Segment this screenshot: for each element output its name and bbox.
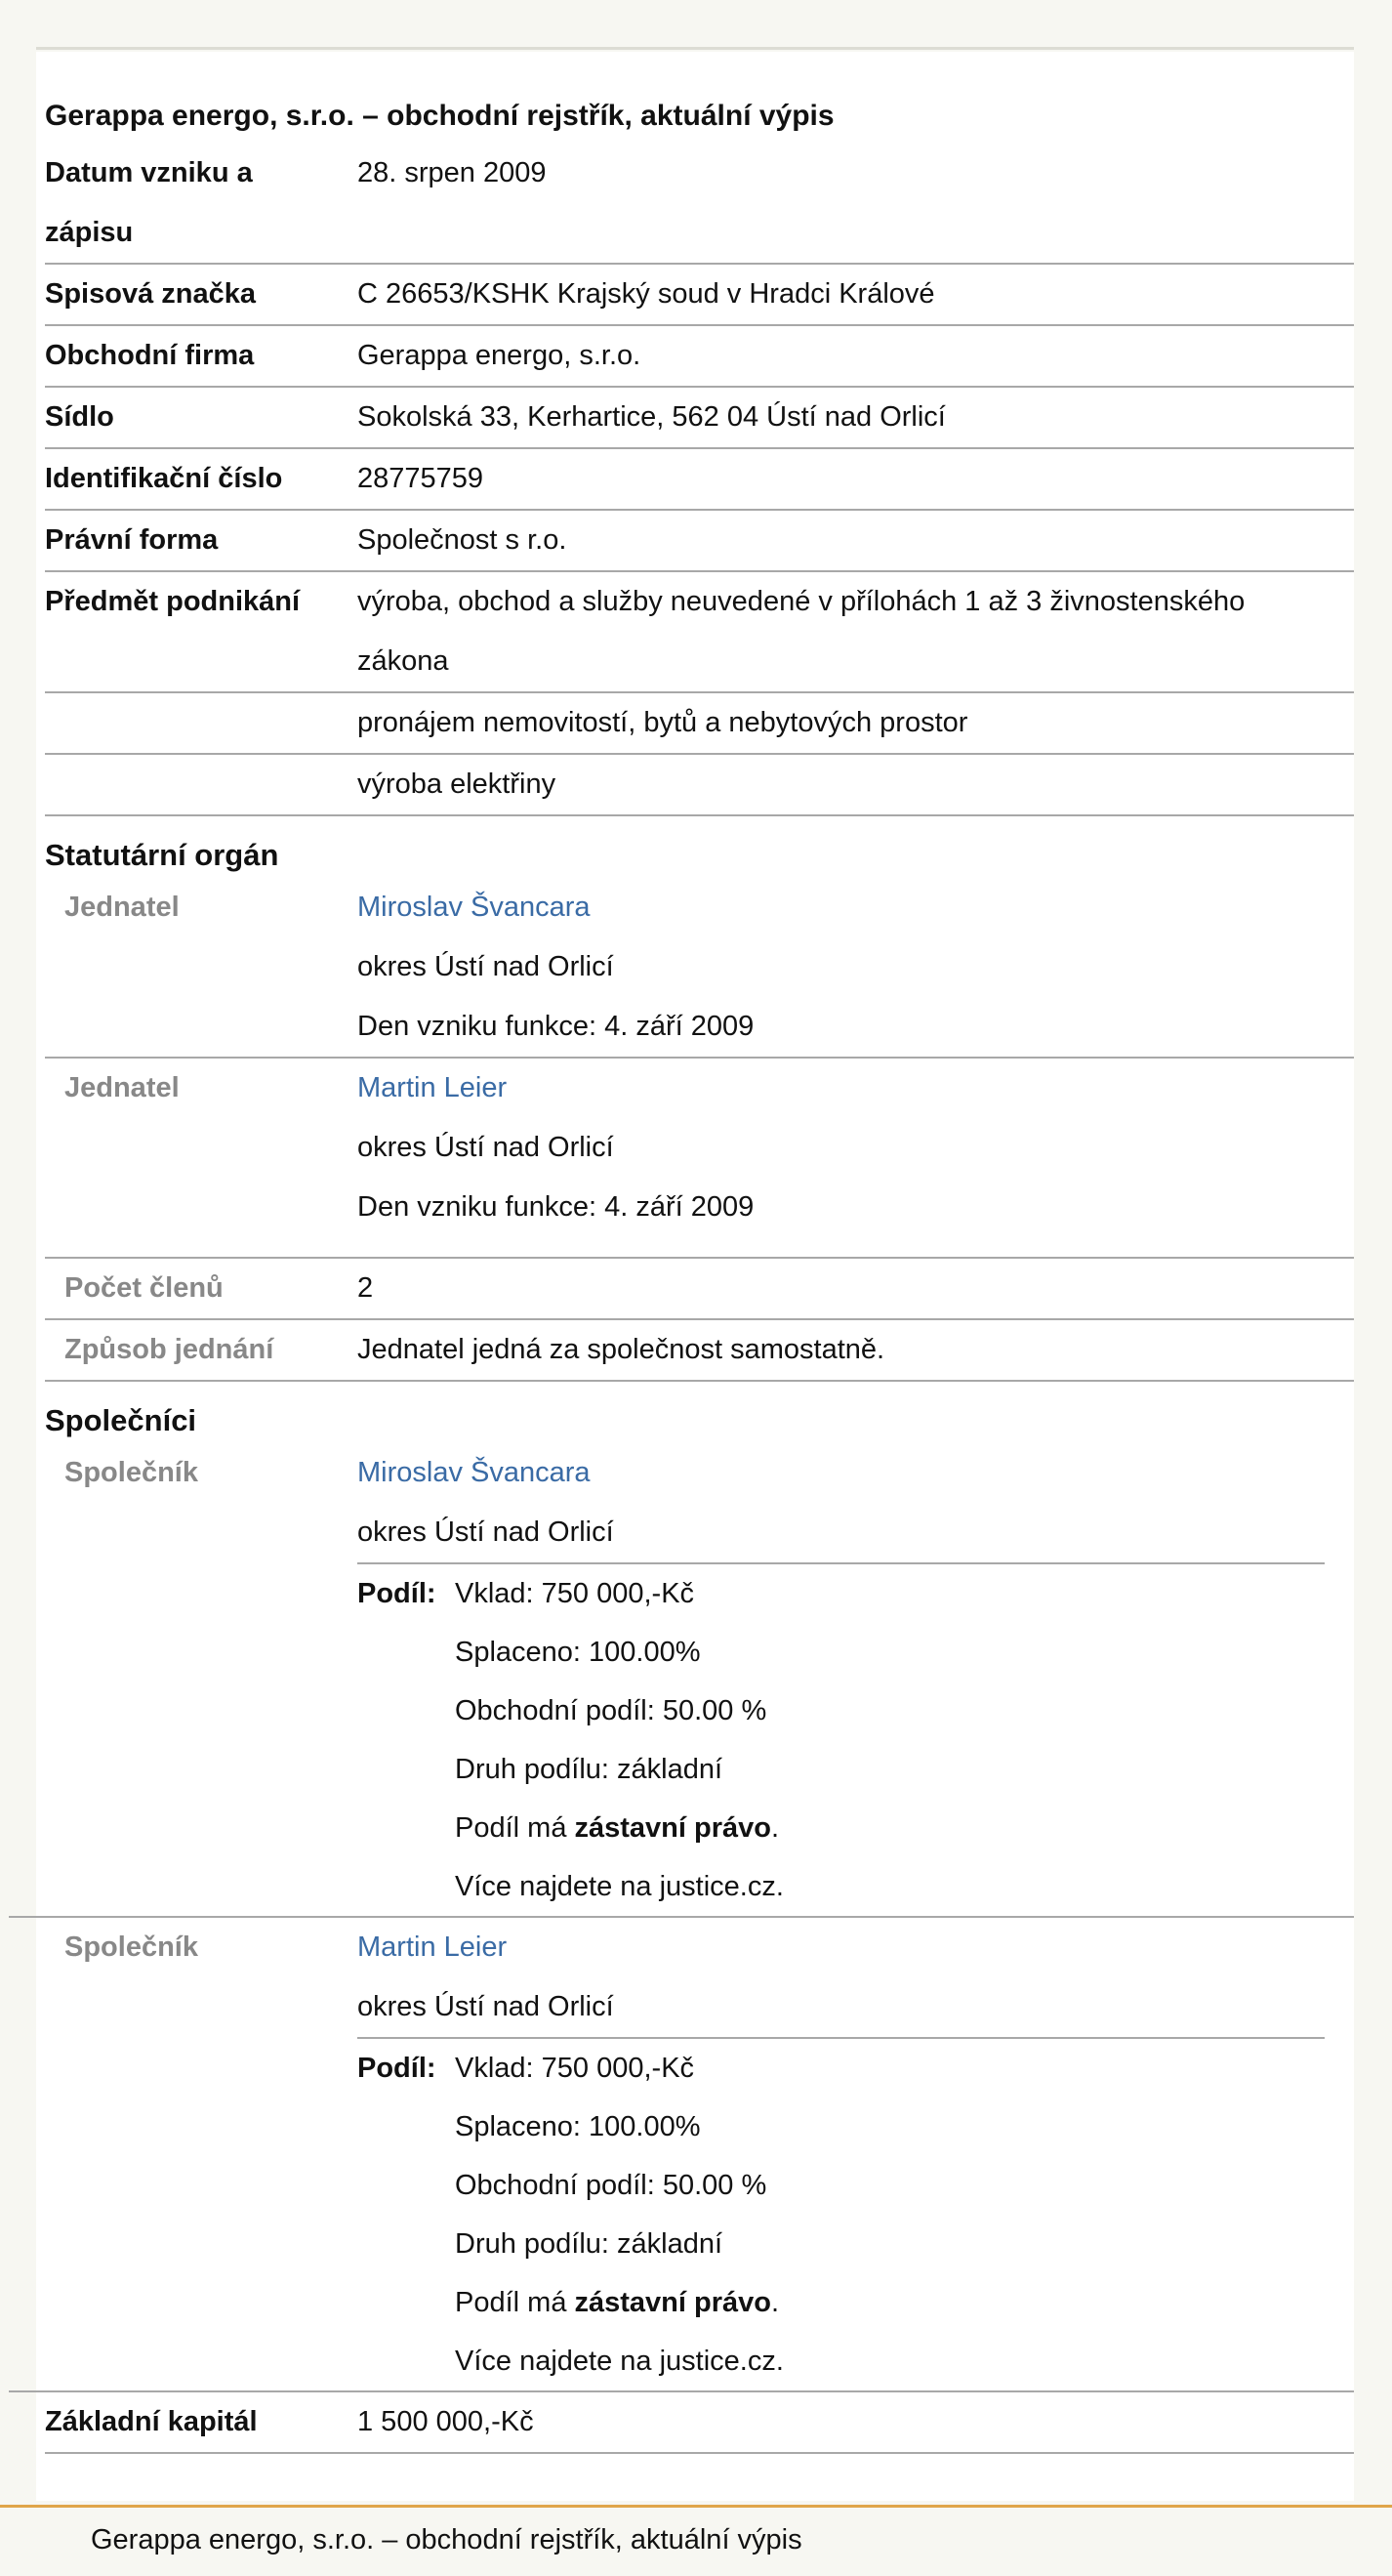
label-obchodni-firma: Obchodní firma (45, 340, 255, 371)
splaceno-text: Splaceno: 100.00% (455, 2111, 701, 2142)
label-spolecnik: Společník (64, 1932, 198, 1963)
more-info-text: Více najdete na justice.cz. (455, 2346, 784, 2377)
value-predmet-3: výroba elektřiny (357, 769, 556, 800)
value-jednatel-1 (357, 878, 1354, 1057)
zastava-suffix: . (770, 2287, 780, 2318)
row-zakladni-kapital (45, 2392, 1354, 2454)
row-jednatel-2 (45, 1059, 1354, 1259)
more-info-text: Více najdete na justice.cz. (455, 1871, 784, 1902)
podil-details (455, 2039, 1325, 2390)
value-predmet-2: pronájem nemovitostí, bytů a nebytových prostor (357, 707, 968, 738)
row-sidlo (45, 388, 1354, 449)
row-datum-vzniku (45, 144, 1354, 265)
label-pocet-clenu: Počet členů (64, 1272, 224, 1304)
label-pravni-forma: Právní forma (45, 524, 219, 556)
label-jednatel: Jednatel (64, 1072, 180, 1103)
zastavni-pravo-text (455, 1799, 1325, 1857)
label-empty (45, 755, 357, 814)
splaceno-text: Splaceno: 100.00% (455, 1637, 701, 1668)
label-sidlo: Sídlo (45, 401, 114, 433)
value-obchodni-firma: Gerappa energo, s.r.o. (357, 340, 641, 371)
podil-block (357, 1562, 1325, 1916)
footer-title: Gerappa energo, s.r.o. – obchodní rejstřík, aktuální výpis (91, 2524, 802, 2555)
row-pravni-forma (45, 511, 1354, 572)
value-zakladni-kapital: 1 500 000,-Kč (357, 2406, 534, 2437)
label-ico: Identifikační číslo (45, 463, 283, 494)
person-link[interactable]: Miroslav Švancara (357, 892, 591, 923)
value-sidlo: Sokolská 33, Kerhartice, 562 04 Ústí nad Orlicí (357, 401, 946, 433)
row-predmet-2 (45, 693, 1354, 755)
label-predmet-podnikani: Předmět podnikání (45, 586, 301, 617)
podil-block (357, 2037, 1325, 2390)
person-link[interactable]: Miroslav Švancara (357, 1457, 591, 1488)
value-predmet-1: výroba, obchod a služby neuvedené v přílohách 1 až 3 živnostenského zákona (357, 586, 1246, 677)
value-text: 28. srpen 2009 (357, 157, 547, 188)
podil-row (357, 1564, 1325, 1916)
value-spolecnik-1 (357, 1443, 1354, 1916)
register-extract-panel (36, 52, 1354, 2501)
value-jednatel-2 (357, 1059, 1354, 1257)
footer-divider (0, 2505, 1392, 2508)
value-spolecnik-2 (357, 1918, 1354, 2390)
obchodni-podil-text: Obchodní podíl: 50.00 % (455, 1695, 767, 1726)
label-zakladni-kapital: Základní kapitál (45, 2406, 258, 2437)
value-spisova-znacka: C 26653/KSHK Krajský soud v Hradci Králové (357, 278, 935, 310)
row-pocet-clenu (45, 1259, 1354, 1320)
district-text: okres Ústí nad Orlicí (357, 1517, 614, 1548)
register-content (45, 52, 1354, 2454)
district-text: okres Ústí nad Orlicí (357, 1991, 614, 2022)
row-jednatel-1 (45, 878, 1354, 1059)
district-text: okres Ústí nad Orlicí (357, 1132, 614, 1163)
druh-podilu-text: Druh podílu: základní (455, 1754, 723, 1785)
row-spolecnik-1 (9, 1443, 1354, 1918)
druh-podilu-text: Druh podílu: základní (455, 2228, 723, 2260)
value-zpusob-jednani: Jednatel jedná za společnost samostatně. (357, 1334, 885, 1365)
vklad-text: Vklad: 750 000,-Kč (455, 2053, 695, 2084)
zastavni-pravo-text (455, 2273, 1325, 2332)
value-pravni-forma: Společnost s r.o. (357, 524, 567, 556)
row-spolecnik-2 (9, 1918, 1354, 2392)
zastava-bold: zástavní právo (574, 2287, 771, 2318)
vklad-text: Vklad: 750 000,-Kč (455, 1578, 695, 1609)
podil-row (357, 2039, 1325, 2390)
top-divider (36, 47, 1354, 50)
zastava-prefix: Podíl má (455, 1812, 575, 1844)
zastava-prefix: Podíl má (455, 2287, 575, 2318)
page-title: Gerappa energo, s.r.o. – obchodní rejstřík, aktuální výpis (45, 100, 835, 132)
label-spolecnik: Společník (64, 1457, 198, 1488)
row-predmet-3 (45, 755, 1354, 816)
label-empty (45, 693, 357, 753)
label-zpusob-jednani: Způsob jednání (64, 1334, 274, 1365)
value-pocet-clenu: 2 (357, 1272, 374, 1304)
section-spolecnici: Společníci (45, 1403, 197, 1437)
person-link[interactable]: Martin Leier (357, 1072, 508, 1103)
row-predmet-1 (45, 572, 1354, 693)
function-start-text: Den vzniku funkce: 4. září 2009 (357, 1191, 755, 1223)
row-ico (45, 449, 1354, 511)
obchodni-podil-text: Obchodní podíl: 50.00 % (455, 2170, 767, 2201)
row-zpusob-jednani (45, 1320, 1354, 1382)
label-text: Datum vzniku a zápisu (45, 157, 253, 248)
podil-label: Podíl: (357, 2053, 436, 2084)
podil-details (455, 1564, 1325, 1916)
function-start-text: Den vzniku funkce: 4. září 2009 (357, 1011, 755, 1042)
row-obchodni-firma (45, 326, 1354, 388)
label-datum-vzniku (45, 144, 357, 263)
label-jednatel: Jednatel (64, 892, 180, 923)
section-statutarni-organ: Statutární orgán (45, 838, 279, 872)
value-ico: 28775759 (357, 463, 484, 494)
value-datum-vzniku (357, 144, 1354, 263)
podil-label: Podíl: (357, 1578, 436, 1609)
person-link[interactable]: Martin Leier (357, 1932, 508, 1963)
row-spisova-znacka (45, 265, 1354, 326)
zastava-bold: zástavní právo (574, 1812, 771, 1844)
district-text: okres Ústí nad Orlicí (357, 951, 614, 982)
label-spisova-znacka: Spisová značka (45, 278, 256, 310)
zastava-suffix: . (770, 1812, 780, 1844)
